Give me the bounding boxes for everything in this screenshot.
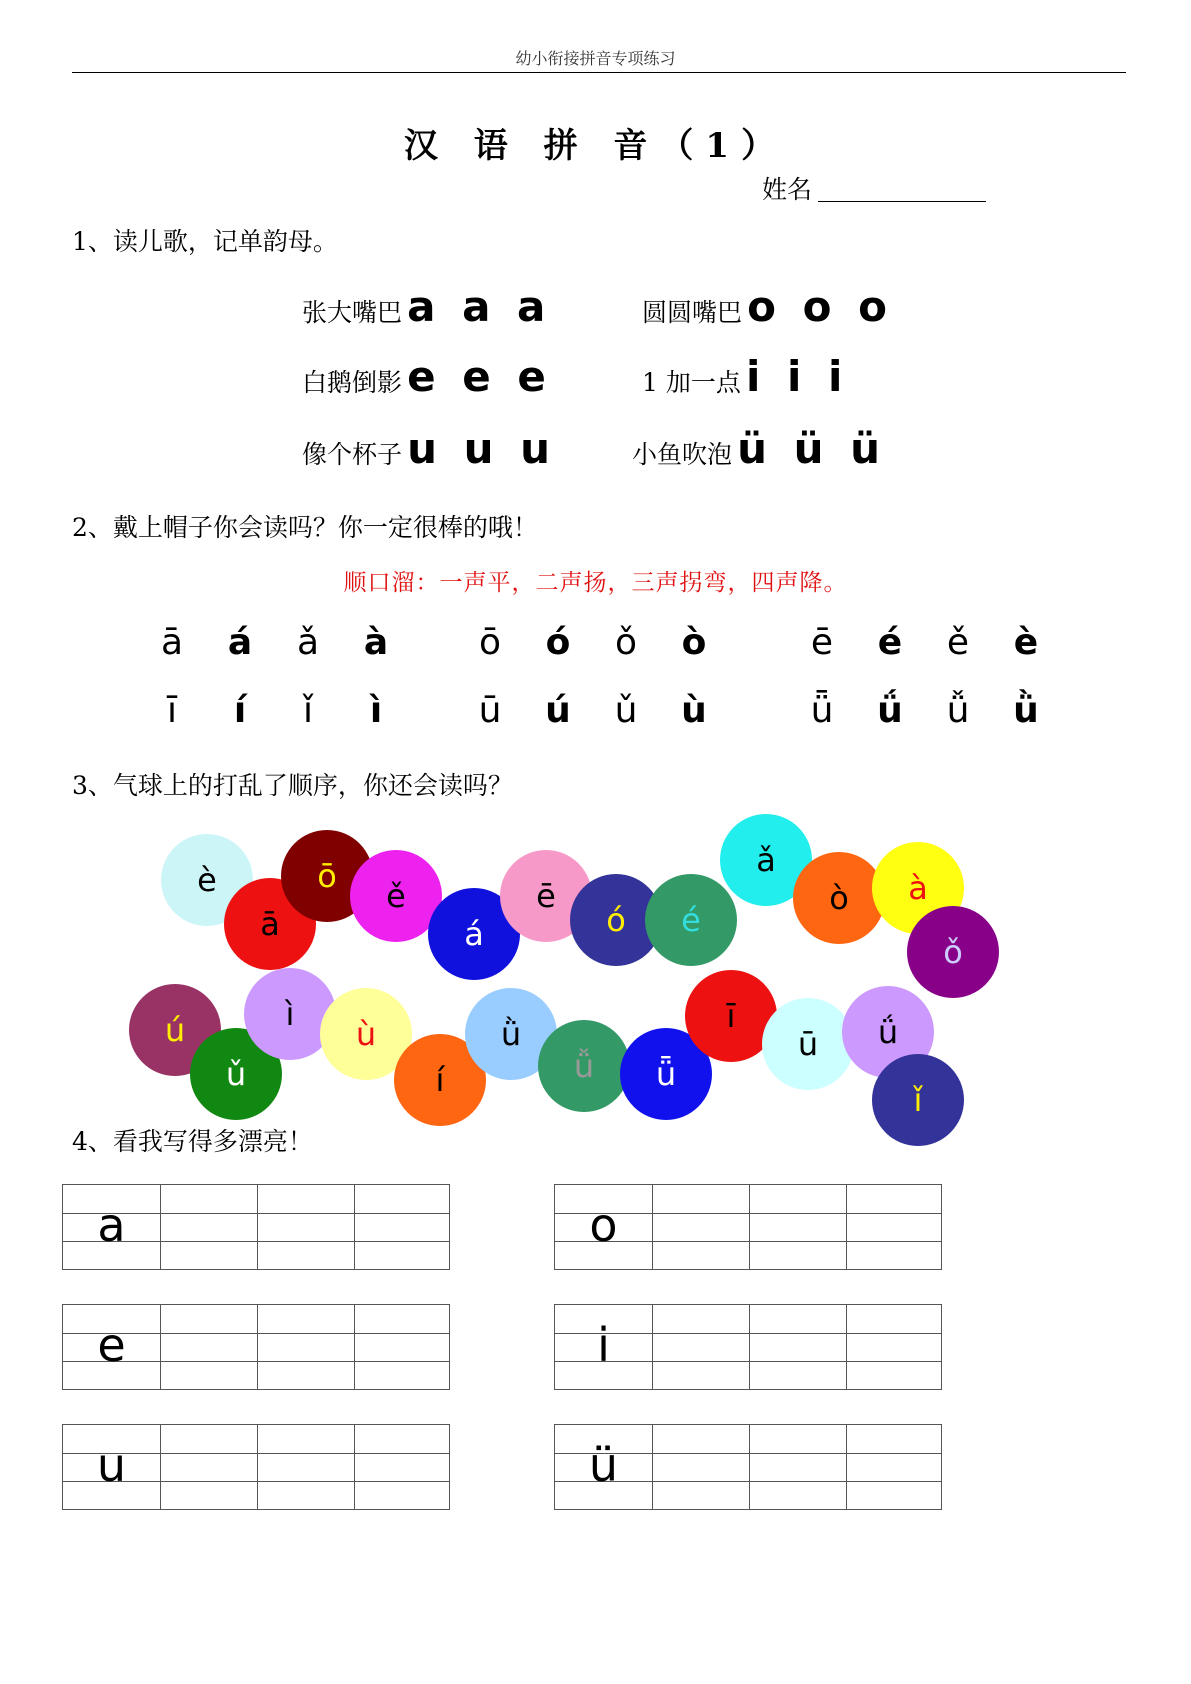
tone-letter: ú (545, 690, 571, 731)
tone-letter: ǎ (296, 622, 320, 663)
grid-sample-letter: ü (588, 1438, 619, 1492)
verse-text: 张大嘴巴 (302, 298, 403, 327)
tone-letter: ā (160, 622, 184, 663)
grid-cell-divider (846, 1425, 847, 1509)
balloon-letter: ě (386, 877, 406, 915)
section4-heading: 4、看我写得多漂亮！ (72, 1127, 313, 1156)
balloon-letter: á (464, 915, 484, 953)
grid-sample-letter: a (97, 1198, 126, 1252)
verse-text: 1 加一点 (642, 368, 741, 397)
grid-sample-letter: i (597, 1318, 610, 1372)
grid-cell-divider (160, 1305, 161, 1389)
grid-cell-divider (846, 1305, 847, 1389)
balloon-letter: ǐ (913, 1081, 923, 1119)
tone-letter: ǚ (946, 690, 970, 731)
tone-letter: é (877, 622, 903, 663)
header-divider (72, 72, 1126, 73)
tone-letter: ī (166, 690, 177, 731)
balloon-letter: ǔ (225, 1055, 247, 1093)
verse-text: 白鹅倒影 (302, 368, 403, 397)
grid-cell-divider (257, 1425, 258, 1509)
verse-3 (302, 352, 546, 401)
balloon-letter: ì (285, 995, 295, 1033)
verse-6 (632, 424, 880, 473)
verse-letters: i i i (745, 352, 843, 401)
tone-letter: í (233, 690, 247, 731)
tone-letter: ǜ (1013, 690, 1039, 731)
balloon (793, 852, 885, 944)
verse-5 (302, 424, 550, 473)
tone-letter: ǔ (614, 690, 638, 731)
verse-letters: o o o (747, 282, 887, 331)
verse-letters: e e e (407, 352, 546, 401)
tone-letter: è (1013, 622, 1039, 663)
grid-cell-divider (354, 1185, 355, 1269)
balloon-letter: ó (606, 901, 626, 939)
balloon-letter: ǘ (877, 1013, 899, 1051)
balloon-letter: é (681, 901, 701, 939)
verse-text: 圆圆嘴巴 (642, 298, 743, 327)
tone-letter: ǒ (614, 622, 638, 663)
tone-letter: ì (369, 690, 383, 731)
grid-cell-divider (160, 1185, 161, 1269)
tone-letter: ǖ (810, 690, 834, 731)
balloon-letter: ǚ (573, 1047, 595, 1085)
tone-letter: ē (810, 622, 834, 663)
verse-text: 小鱼吹泡 (632, 440, 733, 469)
balloon-letter: ī (726, 997, 736, 1035)
tone-letter: ó (545, 622, 571, 663)
header-title: 幼小衔接拼音专项练习 (515, 49, 676, 68)
verse-2 (642, 282, 887, 331)
balloon-letter: à (908, 869, 928, 907)
balloon-letter: ū (797, 1025, 819, 1063)
section1-heading: 1、读儿歌，记单韵母。 (72, 227, 338, 256)
page-title: 汉 语 拼 音（1） (403, 126, 788, 166)
grid-sample-letter: o (589, 1198, 618, 1252)
balloon-letter: ē (536, 877, 556, 915)
verse-1 (302, 282, 545, 331)
name-blank-line (818, 201, 986, 202)
writing-grid-row[interactable] (554, 1424, 942, 1510)
verse-4 (642, 352, 842, 401)
balloon-letter: ǜ (500, 1015, 522, 1053)
grid-cell-divider (257, 1305, 258, 1389)
balloon (872, 1054, 964, 1146)
balloon (762, 998, 854, 1090)
grid-cell-divider (354, 1305, 355, 1389)
name-label: 姓名 (762, 175, 813, 204)
balloon-letter: ò (829, 879, 849, 917)
verse-text: 像个杯子 (302, 440, 403, 469)
grid-cell-divider (160, 1425, 161, 1509)
grid-cell-divider (749, 1185, 750, 1269)
grid-cell-divider (354, 1425, 355, 1509)
tone-letter: ū (478, 690, 502, 731)
verse-letters: u u u (407, 424, 551, 473)
section3-heading: 3、气球上的打乱了顺序，你还会读吗？ (72, 771, 513, 800)
balloon-letter: ǎ (756, 841, 776, 879)
grid-cell-divider (846, 1185, 847, 1269)
grid-cell-divider (749, 1305, 750, 1389)
tone-rhyme: 顺口溜：一声平，二声扬，三声拐弯，四声降。 (343, 570, 848, 596)
tone-letter: ě (946, 622, 970, 663)
verse-letters: ü ü ü (737, 424, 881, 473)
grid-cell-divider (257, 1185, 258, 1269)
balloon (538, 1020, 630, 1112)
grid-cell-divider (749, 1425, 750, 1509)
grid-cell-divider (652, 1425, 653, 1509)
tone-letter: à (363, 622, 389, 663)
tone-letter: ǐ (302, 690, 313, 731)
writing-grid-row[interactable] (554, 1184, 942, 1270)
balloon-letter: ú (164, 1011, 186, 1049)
writing-grid-row[interactable] (62, 1304, 450, 1390)
balloon-letter: ā (260, 905, 280, 943)
balloon-letter: ō (317, 857, 337, 895)
grid-cell-divider (652, 1185, 653, 1269)
tone-letter: á (227, 622, 253, 663)
balloon-letter: ù (355, 1015, 377, 1053)
tone-letter: ǘ (877, 690, 903, 731)
writing-grid-row[interactable] (554, 1304, 942, 1390)
balloon-letter: ǖ (655, 1055, 677, 1093)
tone-letter: ò (681, 622, 707, 663)
tone-letter: ù (681, 690, 707, 731)
balloon (645, 874, 737, 966)
balloon (907, 906, 999, 998)
writing-grid-row[interactable] (62, 1424, 450, 1510)
tone-letter: ō (478, 622, 502, 663)
grid-sample-letter: u (96, 1438, 127, 1492)
verse-letters: a a a (407, 282, 546, 331)
section2-heading: 2、戴上帽子你会读吗？你一定很棒的哦！ (72, 513, 538, 542)
grid-sample-letter: e (97, 1318, 126, 1372)
writing-grid-row[interactable] (62, 1184, 450, 1270)
grid-cell-divider (652, 1305, 653, 1389)
balloon-letter: ǒ (943, 933, 963, 971)
balloon-letter: í (435, 1061, 445, 1099)
balloon-letter: è (197, 861, 217, 899)
